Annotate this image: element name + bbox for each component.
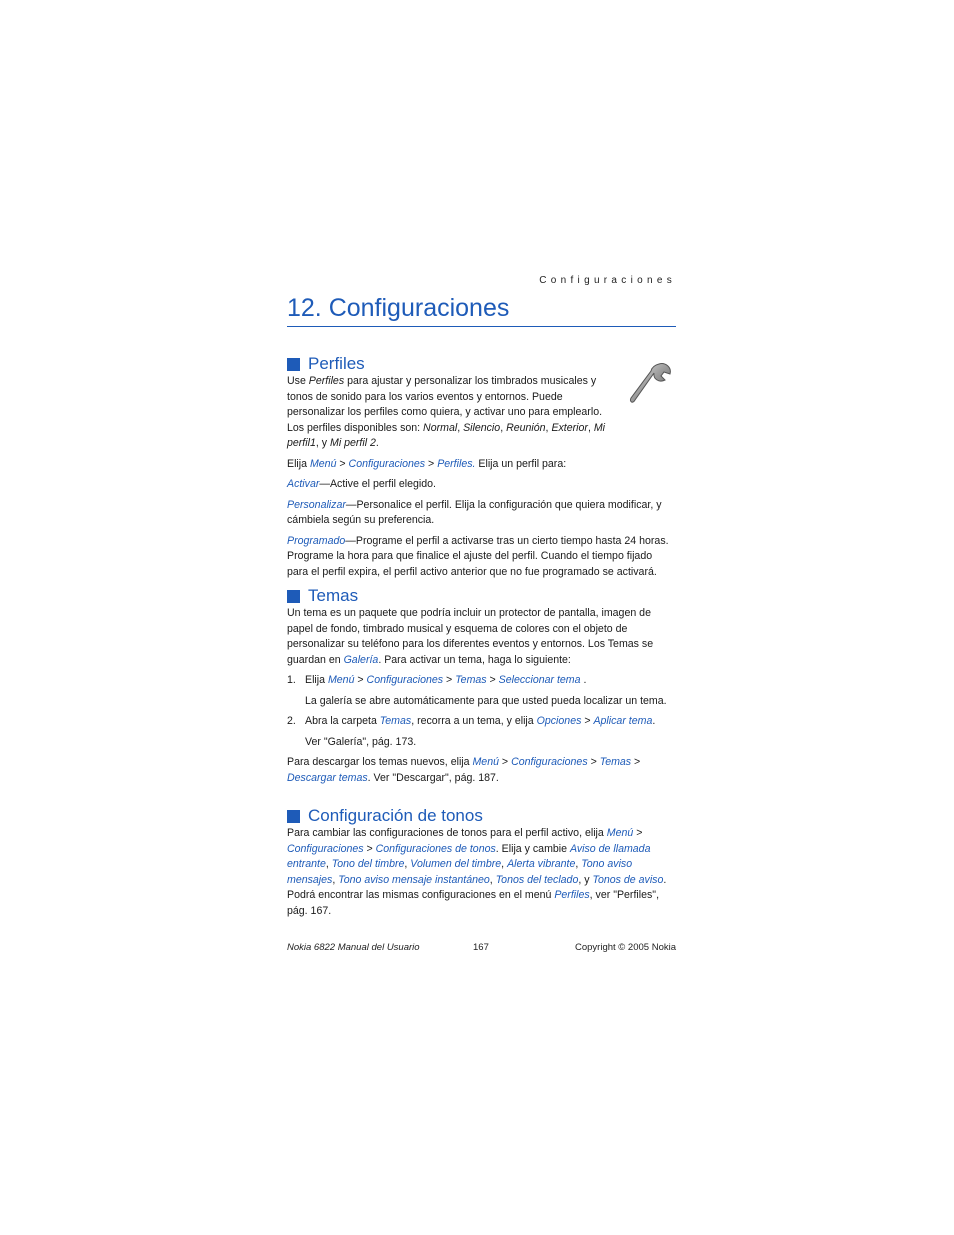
temas-intro: Un tema es un paquete que podría incluir un protector de pantalla, imagen de papel de fondo, timbrado musical y esquema de colores con el objeto de personalizar su teléfono para los diferentes eventos y entornos. Los Temas se guardan en Galería. Para activar un tema, haga lo siguiente: bbox=[287, 607, 654, 666]
temas-download: Para descargar los temas nuevos, elija Menú > Configuraciones > Temas > Descargar temas. Ver "Descargar", pág. 187. bbox=[287, 756, 641, 784]
square-bullet-icon bbox=[287, 590, 300, 603]
temas-link[interactable]: Temas bbox=[599, 756, 632, 768]
tonos-teclado-link[interactable]: Tonos del teclado bbox=[495, 873, 579, 886]
configuraciones-link[interactable]: Configuraciones bbox=[287, 842, 364, 855]
opciones-link[interactable]: Opciones bbox=[536, 715, 582, 727]
configuraciones-link[interactable]: Configuraciones bbox=[366, 674, 444, 686]
menu-link[interactable]: Menú bbox=[309, 457, 337, 470]
section-title-text: Configuración de tonos bbox=[308, 806, 483, 825]
menu-link[interactable]: Menú bbox=[327, 674, 355, 686]
perfiles-link[interactable]: Perfiles. bbox=[437, 457, 476, 470]
menu-link[interactable]: Menú bbox=[472, 756, 499, 768]
activar-link[interactable]: Activar bbox=[287, 478, 320, 490]
section-temas bbox=[287, 586, 676, 786]
square-bullet-icon bbox=[287, 810, 300, 823]
menu-link[interactable]: Menú bbox=[606, 827, 634, 839]
section-title-perfiles bbox=[287, 354, 676, 374]
temas-link[interactable]: Temas bbox=[379, 715, 412, 727]
configuraciones-link[interactable]: Configuraciones bbox=[511, 756, 588, 768]
footer-copyright: Copyright © 2005 Nokia bbox=[575, 942, 676, 953]
section-title-text: Perfiles bbox=[308, 354, 365, 373]
aplicar-tema-link[interactable]: Aplicar tema bbox=[593, 715, 653, 727]
section-title-temas bbox=[287, 586, 676, 606]
perfiles-intro: Use Perfiles para ajustar y personalizar los timbrados musicales y tonos de sonido para los varios eventos y entornos. Puede personalizar los perfiles como quiera, y activar uno para emplearlo. Los perfiles disponibles son: Normal, Silencio, Reunión, Exterior, Mi perfil1, y Mi perfil 2. bbox=[287, 375, 606, 449]
activar-item: Activar—Active el perfil elegido. bbox=[287, 478, 436, 490]
personalizar-item: Personalizar—Personalice el perfil. Elija la configuración que quiera modificar, y cámbiela según su preferencia. bbox=[287, 498, 662, 526]
tonos-aviso-link[interactable]: Tonos de aviso bbox=[592, 873, 664, 886]
seleccionar-tema-link[interactable]: Seleccionar tema bbox=[498, 674, 581, 686]
square-bullet-icon bbox=[287, 358, 300, 371]
aviso-llamada-link[interactable]: Aviso de llamada entrante bbox=[287, 842, 651, 870]
section-title-text: Temas bbox=[308, 586, 359, 605]
section-title-tonos bbox=[287, 806, 676, 826]
programado-item: Programado—Programe el perfil a activarse tras un cierto tiempo hasta 24 horas. Programe la hora para que finalice el ajuste del perfil. Cuando el tiempo fijado para el perfil expira, el perfil activo anterior que no fue programado se activará. bbox=[287, 534, 669, 578]
perfiles-link[interactable]: Perfiles bbox=[554, 889, 590, 901]
tono-timbre-link[interactable]: Tono del timbre bbox=[331, 858, 405, 870]
galeria-link[interactable]: Galería bbox=[343, 653, 379, 666]
step-2: 2. Abra la carpeta Temas, recorra a un tema, y elija Opciones > Aplicar tema. bbox=[287, 715, 656, 727]
wrench-icon bbox=[629, 362, 673, 408]
step-1-note: La galería se abre automáticamente para que usted pueda localizar un tema. bbox=[305, 694, 667, 707]
personalizar-link[interactable]: Personalizar bbox=[287, 498, 346, 511]
step-1: 1. Elija Menú > Configuraciones > Temas > Seleccionar tema . bbox=[287, 674, 587, 686]
tono-aviso-instantaneo-link[interactable]: Tono aviso mensaje instantáneo bbox=[338, 873, 490, 886]
volumen-timbre-link[interactable]: Volumen del timbre bbox=[410, 858, 502, 870]
chapter-title: 12. Configuraciones bbox=[287, 294, 676, 327]
tono-aviso-mensajes-link[interactable]: Tono aviso mensajes bbox=[287, 858, 633, 886]
footer-manual-title: Nokia 6822 Manual del Usuario bbox=[287, 942, 420, 953]
alerta-vibrante-link[interactable]: Alerta vibrante bbox=[507, 858, 576, 870]
configuraciones-de-tonos-link[interactable]: Configuraciones de tonos bbox=[375, 842, 496, 855]
running-header: Configuraciones bbox=[539, 275, 676, 286]
perfiles-path: Elija Menú > Configuraciones > Perfiles. Elija un perfil para: bbox=[287, 457, 567, 470]
temas-link[interactable]: Temas bbox=[455, 674, 487, 686]
configuraciones-link[interactable]: Configuraciones bbox=[348, 457, 426, 470]
page-number: 167 bbox=[473, 942, 489, 953]
tonos-body: Para cambiar las configuraciones de tonos para el perfil activo, elija Menú > Configuraciones > Configuraciones de tonos. Elija y cambie Aviso de llamada entrante, Tono del timbre, Volumen del timbre, Alerta vibrante, Tono aviso mensajes, Tono aviso mensaje instantáneo, Tonos del teclado, y Tonos de aviso. Podrá encontrar las mismas configuraciones en el menú Perfiles, ver "Perfiles", pág. 167. bbox=[287, 827, 667, 917]
descargar-temas-link[interactable]: Descargar temas bbox=[287, 771, 368, 784]
section-tonos bbox=[287, 806, 676, 919]
programado-link[interactable]: Programado bbox=[287, 534, 346, 547]
section-perfiles bbox=[287, 354, 676, 580]
step-2-note: Ver "Galería", pág. 173. bbox=[305, 735, 417, 748]
